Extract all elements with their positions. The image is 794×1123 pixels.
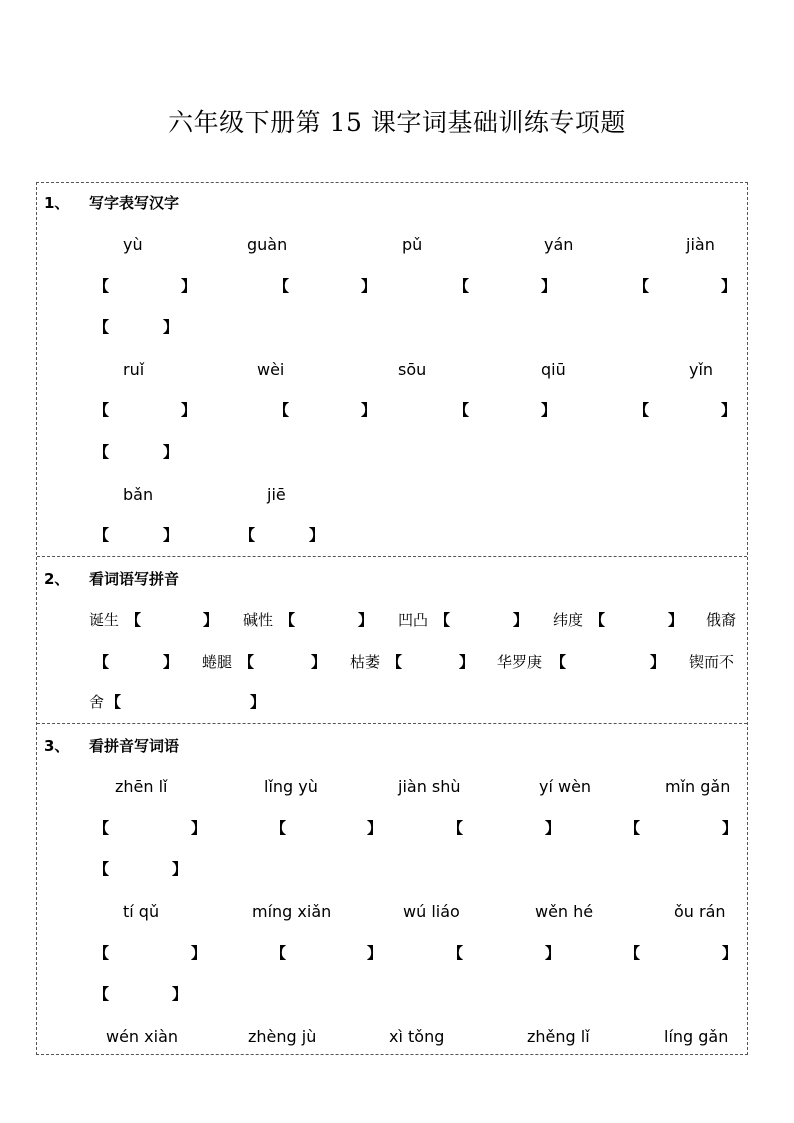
answer-bracket-open: 【 [435,611,451,629]
pinyin: zhēn lǐ [115,777,168,796]
vocab-word: 华罗庚 [497,653,543,671]
section-2-heading: 看词语写拼音 [89,570,180,588]
answer-bracket-open: 【 [634,401,650,419]
pinyin: yù [123,235,143,254]
answer-bracket-close: 】 [650,653,666,671]
pinyin: qiū [541,360,566,379]
answer-bracket-close: 】 [172,985,188,1003]
section-3-number: 3、 [44,737,70,755]
pinyin: wěn hé [535,902,594,921]
vocab-word: 蜷腿 [202,653,233,671]
answer-bracket-open: 【 [274,401,290,419]
vocab-word: 诞生 [89,611,120,629]
answer-bracket-close: 】 [668,611,684,629]
answer-bracket-open: 【 [94,985,110,1003]
answer-bracket-close: 】 [163,318,179,336]
pinyin: mǐn gǎn [665,777,731,796]
pinyin: lǐng yù [264,777,318,796]
answer-bracket-close: 】 [163,526,179,544]
answer-bracket-close: 】 [181,277,197,295]
pinyin: wú liáo [403,902,460,921]
answer-bracket-open: 【 [94,860,110,878]
answer-bracket-open: 【 [634,277,650,295]
answer-bracket-open: 【 [454,401,470,419]
answer-bracket-open: 【 [94,318,110,336]
answer-bracket-open: 【 [94,526,110,544]
answer-bracket-close: 】 [541,401,557,419]
pinyin: tí qǔ [123,902,160,921]
answer-bracket-close: 】 [367,819,383,837]
vocab-word: 枯萎 [350,653,381,671]
answer-bracket-close: 】 [191,819,207,837]
section-1-number: 1、 [44,194,70,212]
vocab-word: 俄裔 [706,611,737,629]
answer-bracket-open: 【 [271,819,287,837]
section-divider [37,723,747,724]
pinyin: líng gǎn [664,1027,729,1046]
pinyin: jiē [267,485,286,504]
answer-bracket-open: 【 [387,653,403,671]
answer-bracket-open: 【 [625,944,641,962]
answer-bracket-close: 】 [367,944,383,962]
answer-bracket-close: 】 [513,611,529,629]
answer-bracket-close: 】 [545,944,561,962]
answer-bracket-open: 【 [239,653,255,671]
pinyin: yán [544,235,574,254]
answer-bracket-open: 【 [274,277,290,295]
pinyin: zhěng lǐ [527,1027,590,1046]
answer-bracket-close: 】 [191,944,207,962]
pinyin: bǎn [123,485,154,504]
pinyin: yí wèn [539,777,592,796]
vocab-word: 锲而不 [689,653,735,671]
answer-bracket-open: 【 [106,693,122,711]
answer-bracket-close: 】 [309,526,325,544]
pinyin: wèi [257,360,285,379]
section-2-number: 2、 [44,570,70,588]
answer-bracket-close: 】 [311,653,327,671]
section-3-heading: 看拼音写词语 [89,737,180,755]
section-1-heading: 写字表写汉字 [89,194,180,212]
answer-bracket-close: 】 [163,443,179,461]
answer-bracket-close: 】 [721,401,737,419]
pinyin: zhèng jù [248,1027,317,1046]
pinyin: guàn [247,235,288,254]
answer-bracket-close: 】 [722,944,738,962]
answer-bracket-open: 【 [551,653,567,671]
answer-bracket-open: 【 [625,819,641,837]
answer-bracket-close: 】 [361,401,377,419]
answer-bracket-close: 】 [361,277,377,295]
answer-bracket-open: 【 [94,944,110,962]
pinyin: pǔ [402,235,423,254]
answer-bracket-open: 【 [454,277,470,295]
answer-bracket-close: 】 [722,819,738,837]
pinyin: ruǐ [123,360,145,379]
vocab-word: 舍 [89,693,105,711]
answer-bracket-close: 】 [541,277,557,295]
answer-bracket-close: 】 [163,653,179,671]
section-divider [37,556,747,557]
vocab-word: 碱性 [243,611,274,629]
answer-bracket-open: 【 [590,611,606,629]
answer-bracket-close: 】 [172,860,188,878]
pinyin: ǒu rán [674,902,726,921]
answer-bracket-open: 【 [94,443,110,461]
answer-bracket-close: 】 [459,653,475,671]
answer-bracket-open: 【 [448,944,464,962]
answer-bracket-close: 】 [358,611,374,629]
pinyin: wén xiàn [106,1027,179,1046]
pinyin: míng xiǎn [252,902,332,921]
answer-bracket-open: 【 [94,653,110,671]
pinyin: xì tǒng [389,1027,445,1046]
vocab-word: 纬度 [553,611,584,629]
pinyin: yǐn [689,360,714,379]
answer-bracket-open: 【 [94,277,110,295]
page-title: 六年级下册第 15 课字词基础训练专项题 [168,108,626,137]
answer-bracket-close: 】 [721,277,737,295]
pinyin: jiàn [686,235,715,254]
pinyin: jiàn shù [398,777,461,796]
answer-bracket-open: 【 [94,819,110,837]
answer-bracket-open: 【 [448,819,464,837]
answer-bracket-open: 【 [271,944,287,962]
answer-bracket-close: 】 [545,819,561,837]
answer-bracket-open: 【 [94,401,110,419]
answer-bracket-close: 】 [181,401,197,419]
pinyin: sōu [398,360,427,379]
exercise-frame [36,182,748,1055]
answer-bracket-close: 】 [203,611,219,629]
vocab-word: 凹凸 [398,611,429,629]
answer-bracket-open: 【 [240,526,256,544]
answer-bracket-open: 【 [280,611,296,629]
answer-bracket-close: 】 [250,693,266,711]
answer-bracket-open: 【 [126,611,142,629]
